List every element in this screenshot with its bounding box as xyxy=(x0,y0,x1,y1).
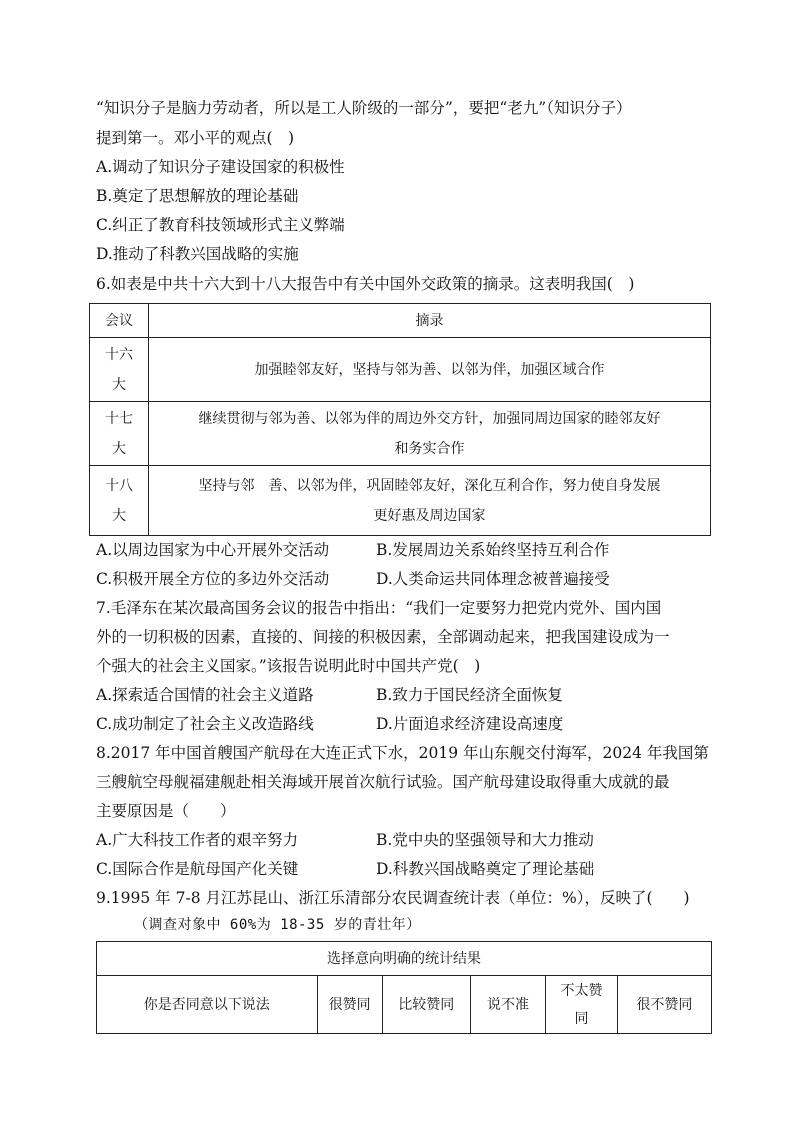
q6-row3-meeting-l1: 十八 xyxy=(105,477,133,494)
q6-row2-meeting-l2: 大 xyxy=(112,440,126,457)
q8-stem-line1: 8.2017 年中国首艘国产航母在大连正式下水，2019 年山东舰交付海军，2024 年我国第 xyxy=(96,744,709,762)
q7-stem-line1: 7.毛泽东在某次最高国务会议的报告中指出：“我们一定要努力把党内党外、国内国 xyxy=(96,599,662,617)
q9-note: （调查对象中 60%为 18-35 岁的青壮年） xyxy=(134,917,421,933)
q6-row1-meeting-l2: 大 xyxy=(112,376,126,393)
q6-row2-text-l2: 和务实合作 xyxy=(394,440,465,457)
q8-option-c: C.国际合作是航母国产化关键 xyxy=(96,860,299,878)
q7-stem-line2: 外的一切积极的因素，直接的、间接的积极因素，全部调动起来，把我国建设成为一 xyxy=(96,628,670,646)
q6-row3-text-l2: 更好惠及周边国家 xyxy=(373,507,486,524)
table-row xyxy=(97,976,712,1034)
q6-row1-meeting-l1: 十六 xyxy=(105,346,133,363)
q7-option-a: A.探索适合国情的社会主义道路 xyxy=(96,686,314,704)
q9-table-title: 选择意向明确的统计结果 xyxy=(97,942,712,976)
q9-col-disagree xyxy=(546,976,617,1034)
q6-row3-meeting xyxy=(90,466,149,536)
q6-row2-meeting xyxy=(90,402,149,466)
q6-row2-meeting-l1: 十七 xyxy=(105,410,133,427)
table-row xyxy=(90,338,711,402)
q7-option-d: D.片面追求经济建设高速度 xyxy=(376,715,564,733)
q5-option-c: C.纠正了教育科技领域形式主义弊端 xyxy=(96,216,345,234)
q6-stem: 6.如表是中共十六大到十八大报告中有关中国外交政策的摘录。这表明我国( ) xyxy=(96,275,635,293)
q8-option-b: B.党中央的坚强领导和大力推动 xyxy=(376,831,594,849)
q9-row-label: 你是否同意以下说法 xyxy=(97,976,318,1034)
q9-col-agree: 比较赞同 xyxy=(382,976,470,1034)
q9-table xyxy=(96,941,712,1034)
q6-row3-meeting-l2: 大 xyxy=(112,507,126,524)
q6-option-c: C.积极开展全方位的多边外交活动 xyxy=(96,570,330,588)
q5-stem-line1: “知识分子是脑力劳动者，所以是工人阶级的一部分”，要把“老九”（知识分子） xyxy=(96,99,632,117)
q9-col-disagree-l2: 同 xyxy=(574,1010,589,1027)
q6-row2-text-l1: 继续贯彻与邻为善、以邻为伴的周边外交方针，加强同周边国家的睦邻友好 xyxy=(198,410,661,427)
q6-row3-text-l1: 坚持与邻 善、以邻为伴，巩固睦邻友好，深化互利合作，努力使自身发展 xyxy=(198,477,661,494)
q8-stem-line2: 三艘航空母舰福建舰赴相关海域开展首次航行试验。国产航母建设取得重大成就的最 xyxy=(96,773,670,791)
q8-stem-line3: 主要原因是（ ） xyxy=(96,802,236,820)
q6-row3-text xyxy=(149,466,711,536)
q8-option-a: A.广大科技工作者的艰辛努力 xyxy=(96,831,299,849)
table-row xyxy=(90,466,711,536)
q6-option-a: A.以周边国家为中心开展外交活动 xyxy=(96,541,330,559)
q5-option-a: A.调动了知识分子建设国家的积极性 xyxy=(96,158,345,176)
q6-table xyxy=(89,303,711,536)
q9-stem: 9.1995 年 7-8 月江苏昆山、浙江乐清部分农民调查统计表（单位：%），反映了( ) xyxy=(96,889,690,907)
q5-stem-line2: 提到第一。邓小平的观点( ) xyxy=(96,129,295,147)
q7-stem-line3: 个强大的社会主义国家。”该报告说明此时中国共产党( ) xyxy=(96,657,481,675)
q9-col-unsure: 说不准 xyxy=(470,976,546,1034)
q6-row1-text xyxy=(149,338,711,402)
table-row xyxy=(90,402,711,466)
q9-col-disagree-l1: 不太赞 xyxy=(560,982,603,999)
q7-option-b: B.致力于国民经济全面恢复 xyxy=(376,686,563,704)
q6-row2-text xyxy=(149,402,711,466)
q6-row1-meeting xyxy=(90,338,149,402)
q8-option-d: D.科教兴国战略奠定了理论基础 xyxy=(376,860,595,878)
q5-option-b: B.奠定了思想解放的理论基础 xyxy=(96,187,299,205)
q6-option-d: D.人类命运共同体理念被普遍接受 xyxy=(376,570,610,588)
q6-option-b: B.发展周边关系始终坚持互利合作 xyxy=(376,541,610,559)
q9-col-strongly-disagree: 很不赞同 xyxy=(617,976,711,1034)
q7-option-c: C.成功制定了社会主义改造路线 xyxy=(96,715,314,733)
q6-row1-text-l1: 加强睦邻友好，坚持与邻为善、以邻为伴，加强区域合作 xyxy=(254,361,605,378)
q5-option-d: D.推动了科教兴国战略的实施 xyxy=(96,245,299,263)
q9-col-very-agree: 很赞同 xyxy=(317,976,382,1034)
q6-header-meeting: 会议 xyxy=(90,304,149,338)
q6-header-excerpt: 摘录 xyxy=(149,304,711,338)
